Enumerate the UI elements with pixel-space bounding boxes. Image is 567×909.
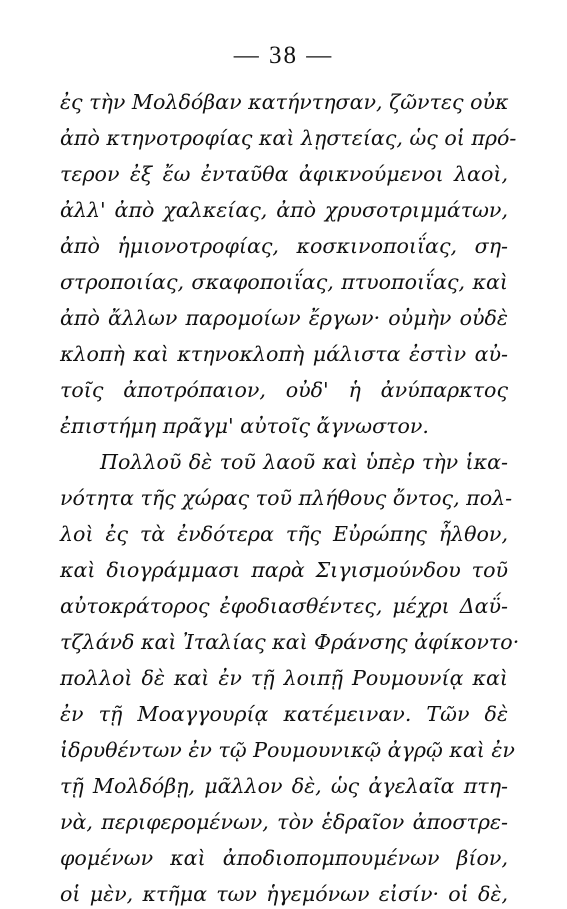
- text-line: ἱδρυθέντων ἐν τῷ Ρουμουνικῷ ἀγρῷ καὶ ἐν: [60, 738, 515, 762]
- body-text: [60, 84, 520, 909]
- text-line: τοῖς ἀποτρόπαιον, οὐδ' ἡ ἀνύπαρκτος: [60, 378, 508, 402]
- text-line: φομένων καὶ ἀποδιοπομπουμένων βίον,: [60, 846, 508, 870]
- text-line: νὰ, περιφερομένων, τὸν ἑδραῖον ἀποστρε-: [60, 810, 508, 834]
- text-line: στροποιίας, σκαφοποιΐας, πτυοποιΐας, καὶ: [60, 270, 508, 294]
- text-line: λοὶ ἐς τὰ ἐνδότερα τῆς Εὐρώπης ἦλθον,: [60, 522, 508, 546]
- text-line: τῇ Μολδόβῃ, μᾶλλον δὲ, ὡς ἀγελαῖα πτη-: [60, 774, 508, 798]
- text-line: κλοπὴ καὶ κτηνοκλοπὴ μάλιστα ἐστὶν αὐ-: [60, 342, 508, 366]
- text-line: νότητα τῆς χώρας τοῦ πλήθους ὄντος, πολ-: [60, 486, 513, 510]
- paragraph-end-line: ἐπιστήμη πρᾶγμ' αὐτοῖς ἄγνωστον.: [60, 414, 429, 438]
- text-line: ἀπὸ κτηνοτροφίας καὶ λῃστείας, ὡς οἱ πρό-: [60, 126, 517, 150]
- text-line: ἀπὸ ἡμιονοτροφίας, κοσκινοποιΐας, ση-: [60, 234, 508, 258]
- text-line: πολλοὶ δὲ καὶ ἐν τῇ λοιπῇ Ρουμουνίᾳ καὶ: [60, 666, 508, 690]
- text-line: ἐς τὴν Μολδόβαν κατήντησαν, ζῶντες οὐκ: [60, 90, 509, 114]
- text-line: αὐτοκράτορος ἐφοδιασθέντες, μέχρι Δαΰ-: [60, 594, 508, 618]
- text-line: καὶ διογράμμασι παρὰ Σιγισμούνδου τοῦ: [60, 558, 508, 582]
- page-number: — 38 —: [233, 42, 334, 69]
- text-line: ἀπὸ ἄλλων παρομοίων ἔργων· οὐμὴν οὐδὲ: [60, 306, 508, 330]
- paragraph-start-line: Πολλοῦ δὲ τοῦ λαοῦ καὶ ὑπὲρ τὴν ἱκα-: [100, 450, 508, 474]
- text-line: ἐν τῇ Μοαγγουρίᾳ κατέμειναν. Τῶν δὲ: [60, 702, 508, 726]
- text-line: ἀλλ' ἀπὸ χαλκείας, ἀπὸ χρυσοτριμμάτων,: [60, 198, 508, 222]
- text-line: οἱ μὲν, κτῆμα των ἡγεμόνων εἰσίν· οἱ δὲ,: [60, 882, 508, 906]
- text-line: τερον ἐξ ἔω ἐνταῦθα ἀφικνούμενοι λαοὶ,: [60, 162, 508, 186]
- text-line: τζλάνδ καὶ Ἰταλίας καὶ Φράνσης ἀφίκοντο·: [60, 630, 520, 654]
